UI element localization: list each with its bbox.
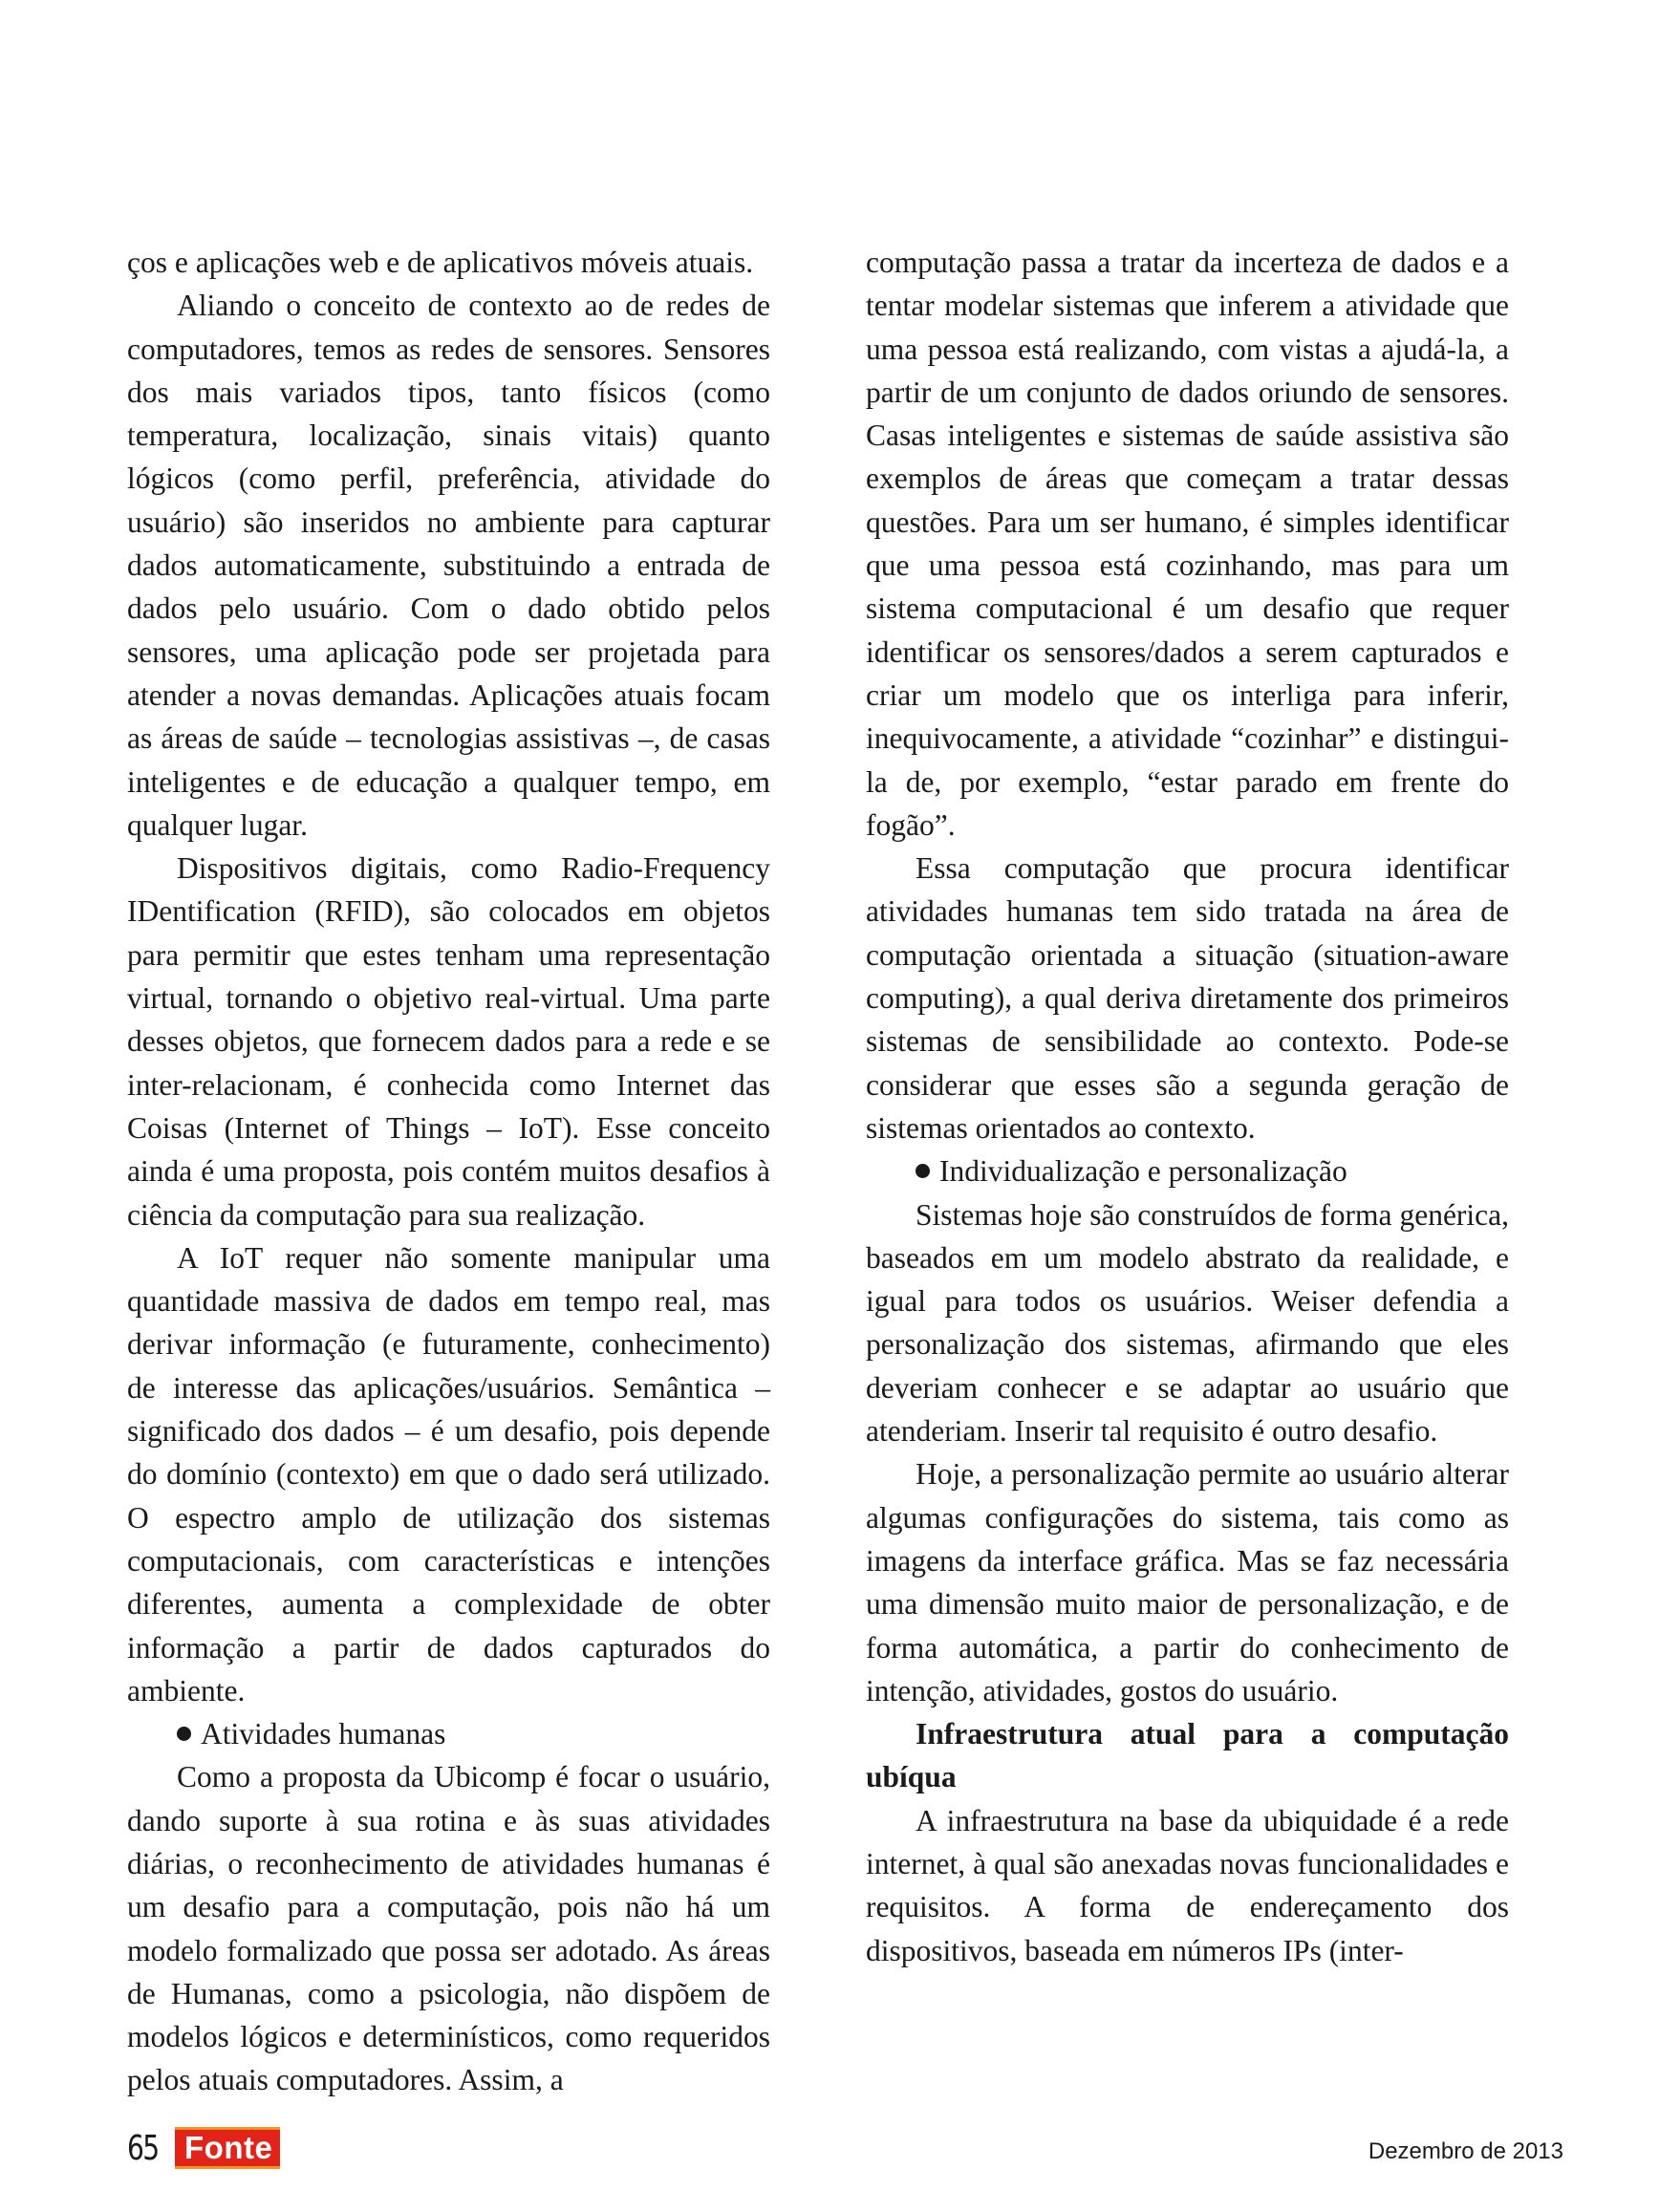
paragraph-automatic-personalization: Hoje, a personalização permite ao usuário alterar algumas configurações do sistema, tais como as imagens da interface gráfica. Mas se faz necessária uma dimensão muito maior de personalização, e de forma automática, a partir do conhecimento de intenção, atividades, gostos do usuário. (866, 1457, 1509, 1707)
paragraph-sensor-networks: Aliando o conceito de contexto ao de redes de computadores, temos as redes de sensores. Sensores dos mais variados tipos, tanto físicos (como temperatura, localização, sinais vitais) quanto lógicos (como perfil, preferência, atividade do usuário) são inseridos no ambiente para capturar dados automaticamente, substituindo a entrada de dados pelo usuário. Com o dado obtido pelos sensores, uma aplicação pode ser projetada para atender a novas demandas. Aplicações atuais focam as áreas de saúde – tecnologias assistivas –, de casas inteligentes e de educação a qualquer tempo, em qualquer lugar. (127, 289, 770, 842)
magazine-logo: Fonte (175, 2127, 280, 2169)
bullet-item-human-activities (127, 1712, 770, 1755)
bullet-label: Atividades humanas (201, 1717, 446, 1751)
footer-folio (127, 2123, 280, 2173)
paragraph-iot-semantics: A IoT requer não somente manipular uma quantidade massiva de dados em tempo real, mas derivar informação (e futuramente, conhecimento) de interesse das aplicações/usuários. Semântica – significado dos dados – é um desafio, pois depende do domínio (contexto) em que o dado será utilizado. O espectro amplo de utilização dos sistemas computacionais, com características e intenções diferentes, aumenta a complexidade de obter informação a partir de dados capturados do ambiente. (127, 1240, 770, 1707)
paragraph-uncertainty: computação passa a tratar da incerteza de dados e a tentar modelar sistemas que inferem a atividade que uma pessoa está realizando, com vistas a ajudá-la, a partir de um conjunto de dados oriundo de sensores. Casas inteligentes e sistemas de saúde assistiva são exemplos de áreas que começam a tratar dessas questões. Para um ser humano, é simples identificar que uma pessoa está cozinhando, mas para um sistema computacional é um desafio que requer identificar os sensores/dados a serem capturados e criar um modelo que os interliga para inferir, inequivocamente, a atividade “cozinhar” e distingui-la de, por exemplo, “estar parado em frente do fogão”. (866, 246, 1509, 842)
paragraph-rfid-iot: Dispositivos digitais, como Radio-Frequency IDentification (RFID), são colocados em objetos para permitir que estes tenham uma representação virtual, tornando o objetivo real-virtual. Uma parte desses objetos, que fornecem dados para a rede e se inter-relacionam, é conhecida como Internet das Coisas (Internet of Things – IoT). Esse conceito ainda é uma proposta, pois contém muitos desafios à ciência da computação para sua realização. (127, 851, 770, 1232)
paragraph-activity-recognition: Como a proposta da Ubicomp é focar o usuário, dando suporte à sua rotina e às suas atividades diárias, o reconhecimento de atividades humanas é um desafio para a computação, pois não há um modelo formalizado que possa ser adotado. As áreas de Humanas, como a psicologia, não dispõem de modelos lógicos e determinísticos, como requeridos pelos atuais computadores. Assim, a (127, 1760, 770, 2097)
paragraph-infrastructure: A infraestrutura na base da ubiquidade é a rede internet, à qual são anexadas novas funcionalidades e requisitos. A forma de endereçamento dos dispositivos, baseada em números IPs (inter- (866, 1803, 1509, 1967)
page-number: 65 (127, 2128, 159, 2168)
paragraph-situation-aware: Essa computação que procura identificar atividades humanas tem sido tratada na área de computação orientada a situação (situation-aware computing), a qual deriva diretamente dos primeiros sistemas de sensibilidade ao contexto. Pode-se considerar que esses são a segunda geração de sistemas orientados ao contexto. (866, 851, 1509, 1145)
section-heading: Infraestrutura atual para a computação ubíqua (866, 1717, 1509, 1794)
bullet-dot-icon (177, 1727, 191, 1741)
right-column (866, 241, 1509, 1972)
bullet-item-personalization (866, 1149, 1509, 1192)
bullet-dot-icon (916, 1164, 930, 1178)
bullet-label: Individualização e personalização (939, 1154, 1347, 1189)
issue-date: Dezembro de 2013 (1368, 2138, 1563, 2164)
left-column (127, 241, 770, 2102)
paragraph-continuation: ços e aplicações web e de aplicativos móveis atuais. (127, 246, 754, 279)
paragraph-generic-systems: Sistemas hoje são construídos de forma genérica, baseados em um modelo abstrato da realidade, e igual para todos os usuários. Weiser defendia a personalização dos sistemas, afirmando que eles deveriam conhecer e se adaptar ao usuário que atenderiam. Inserir tal requisito é outro desafio. (866, 1197, 1509, 1449)
